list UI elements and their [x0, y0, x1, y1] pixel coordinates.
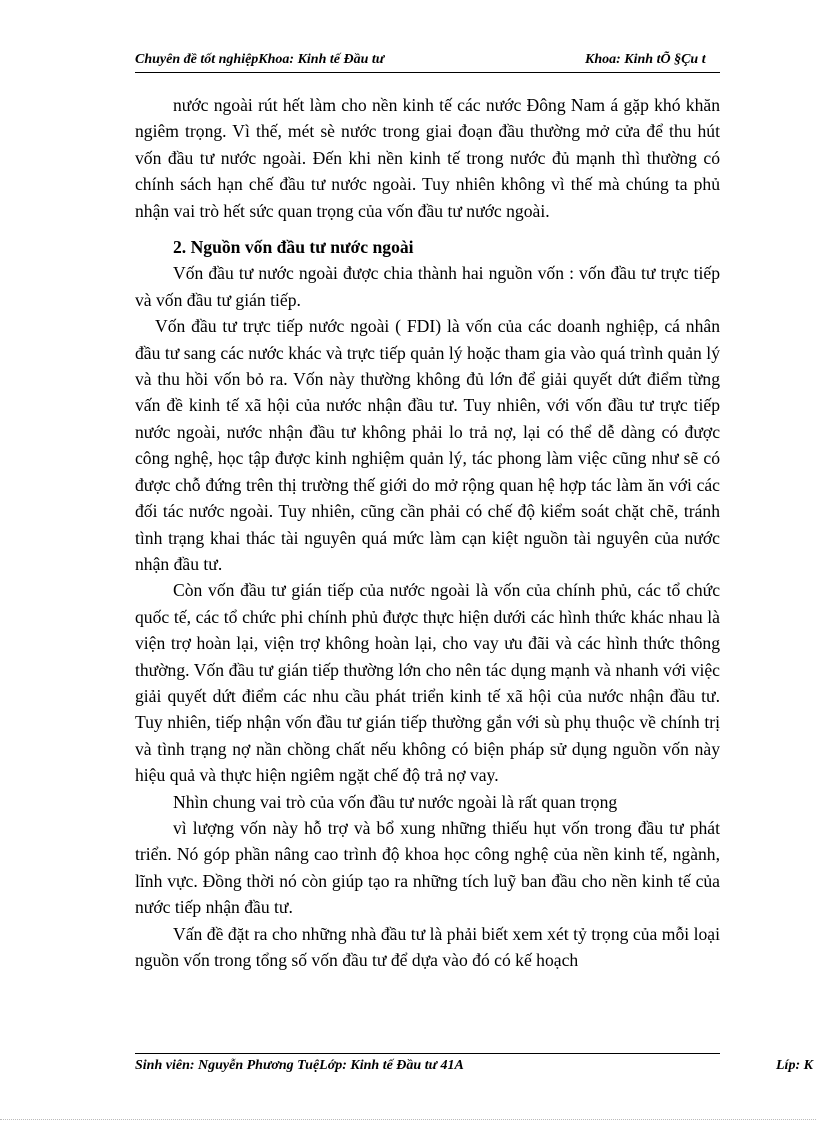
paragraph-1: nước ngoài rút hết làm cho nền kinh tế các nước Đông Nam á gặp khó khăn ngiêm trọng. Vì thế, mét sè nước trong giai đoạn đầu thường mở cửa để thu hút vốn đầu tư nước ngoài. Đến khi nền kinh tế trong nước đủ mạnh thì thường có chính sách hạn chế đầu tư nước ngoài. Tuy nhiên không vì thế mà chúng ta phủ nhận vai trò hết sức quan trọng của vốn đầu tư nước ngoài.: [135, 95, 720, 221]
page-bottom-border: [0, 1119, 816, 1120]
paragraph-5: Nhìn chung vai trò của vốn đầu tư nước ngoài là rất quan trọng: [173, 791, 618, 812]
section-heading: 2. Nguồn vốn đầu tư nước ngoài: [173, 237, 414, 258]
header-left-text: Chuyên đề tốt nghiệpKhoa: Kinh tế Đầu tư: [135, 52, 385, 67]
footer-right-text: Líp: K: [776, 1058, 813, 1073]
paragraph-2: Vốn đầu tư nước ngoài được chia thành hai nguồn vốn : vốn đầu tư trực tiếp và vốn đầu tư gián tiếp.: [135, 263, 720, 310]
footer-left-text: Sinh viên: Nguyễn Phương TuệLớp: Kinh tế Đầu tư 41A: [135, 1058, 464, 1073]
paragraph-7: Vấn đề đặt ra cho những nhà đầu tư là phải biết xem xét tỷ trọng của mỗi loại nguồn vốn trong tổng số vốn đầu tư để dựa vào đó có kế hoạch: [135, 923, 720, 970]
page-header: [135, 50, 720, 73]
paragraph-6: vì lượng vốn này hỗ trợ và bổ xung những thiếu hụt vốn trong đầu tư phát triển. Nó góp phần nâng cao trình độ khoa học công nghệ của nền kinh tế, ngành, lĩnh vực. Đồng thời nó còn giúp tạo ra những tích luỹ ban đầu cho nền kinh tế của nước tiếp nhận đầu tư.: [135, 817, 720, 918]
footer-divider: [135, 1053, 720, 1054]
document-body: [135, 92, 720, 973]
paragraph-4: Còn vốn đầu tư gián tiếp của nước ngoài là vốn của chính phủ, các tổ chức quốc tế, các tổ chức phi chính phủ được thực hiện dưới các hình thức khác nhau là viện trợ hoàn lại, viện trợ không hoàn lại, cho vay ưu đãi và các hình thức thông thường. Vốn đầu tư gián tiếp thường lớn cho nên tác dụng mạnh và nhanh với việc giải quyết dứt điểm các nhu cầu phát triển kinh tế xã hội của nước nhận đầu tư. Tuy nhiên, tiếp nhận vốn đầu tư gián tiếp thường gắn với sù phụ thuộc về chính trị và tình trạng nợ nần chồng chất nếu không có biện pháp sử dụng nguồn vốn này hiệu quả và thực hiện ngiêm ngặt chế độ trả nợ vay.: [135, 580, 720, 786]
paragraph-3: Vốn đầu tư trực tiếp nước ngoài ( FDI) là vốn của các doanh nghiệp, cá nhân đầu tư sang các nước khác và trực tiếp quản lý hoặc tham gia vào quá trình quản lý và thu hồi vốn bỏ ra. Vốn này thường không đủ lớn để giải quyết dứt điểm từng vấn đề kinh tế xã hội của nước nhận đầu tư. Tuy nhiên, với vốn đầu tư trực tiếp nước ngoài, nước nhận đầu tư không phải lo trả nợ, lại có thể dễ dàng có được công nghệ, học tập được kinh nghiệm quản lý, tác phong làm việc cũng như sẽ có được chỗ đứng trên thị trường thế giới do mở rộng quan hệ hợp tác làm ăn với các đối tác nước ngoài. Tuy nhiên, cũng cần phải có chế độ kiểm soát chặt chẽ, tránh tình trạng khai thác tài nguyên quá mức làm cạn kiệt nguồn tài nguyên của nước nhận đầu tư.: [135, 316, 720, 574]
header-right-text: Khoa: Kinh tÕ §Çu t: [585, 52, 706, 67]
page-footer: [135, 1058, 816, 1078]
